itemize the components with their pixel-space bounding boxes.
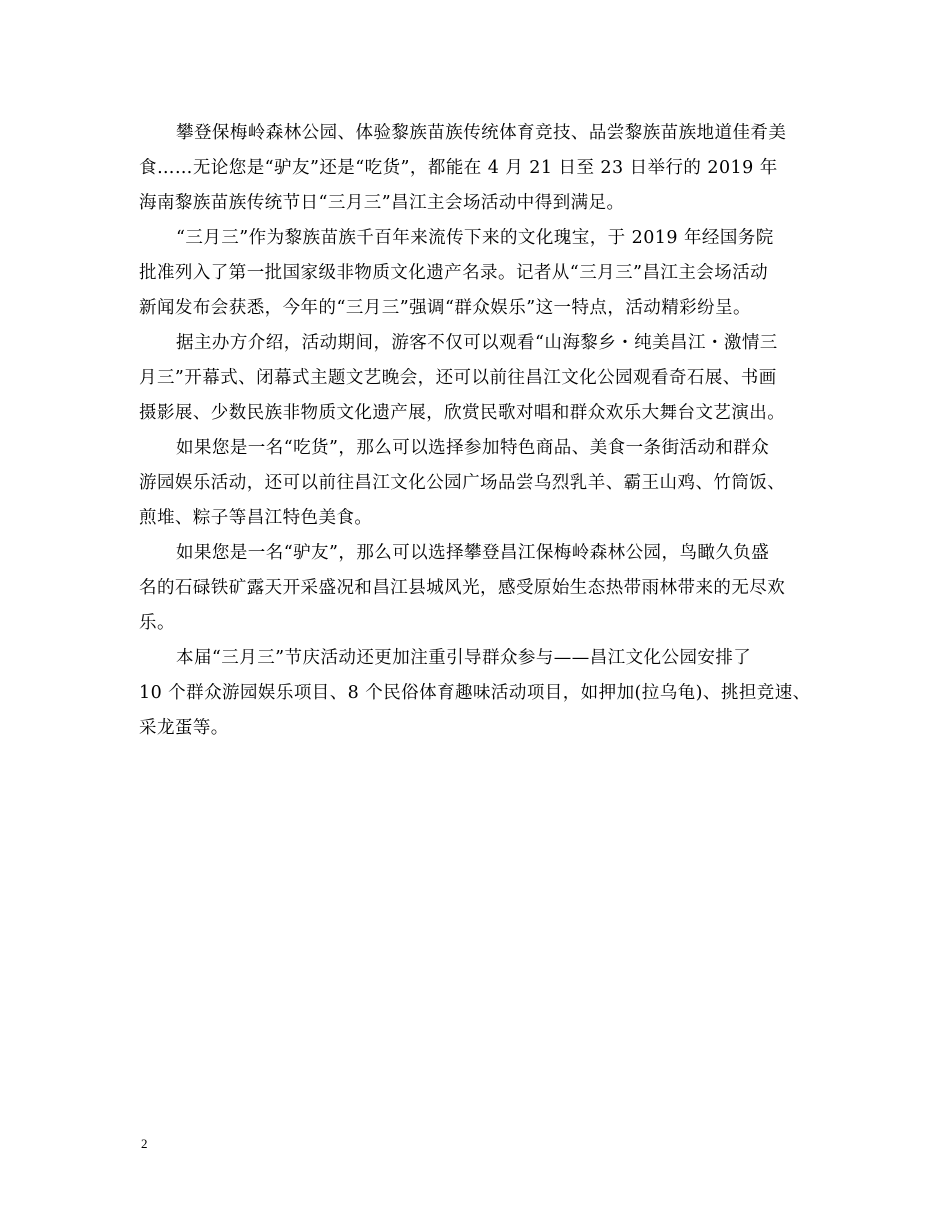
paragraph-2 [139,221,819,326]
text-line: 10 个群众游园娱乐项目、8 个民俗体育趣味活动项目，如押加(拉乌龟)、挑担竞速、 [139,683,811,703]
page-number: 2 [141,1136,148,1151]
paragraph-4 [139,431,819,536]
paragraph-3 [139,326,819,431]
text-line: 如果您是一名“吃货”，那么可以选择参加特色商品、美食一条街活动和群众 [176,438,770,458]
text-line: 名的石碌铁矿露天开采盛况和昌江县城风光，感受原始生态热带雨林带来的无尽欢 [139,578,786,598]
text-line: 摄影展、少数民族非物质文化遗产展，欣赏民歌对唱和群众欢乐大舞台文艺演出。 [139,403,786,423]
text-line: 游园娱乐活动，还可以前往昌江文化公园广场品尝乌烈乳羊、霸王山鸡、竹筒饭、 [139,473,786,493]
text-line: 海南黎族苗族传统节日“三月三”昌江主会场活动中得到满足。 [139,193,625,213]
text-line: 新闻发布会获悉，今年的“三月三”强调“群众娱乐”这一特点，活动精彩纷呈。 [139,298,751,318]
text-line: 采龙蛋等。 [139,718,229,738]
paragraph-1 [139,116,819,221]
paragraph-5 [139,536,819,641]
text-line: “三月三”作为黎族苗族千百年来流传下来的文化瑰宝，于 2019 年经国务院 [176,228,774,248]
text-line: 食……无论您是“驴友”还是“吃货”，都能在 4 月 21 日至 23 日举行的 2019 年 [139,158,778,178]
text-line: 煎堆、粽子等昌江特色美食。 [139,508,373,528]
article-body [139,116,819,746]
text-line: 月三”开幕式、闭幕式主题文艺晚会，还可以前往昌江文化公园观看奇石展、书画 [139,368,777,388]
text-line: 据主办方介绍，活动期间，游客不仅可以观看“山海黎乡・纯美昌江・激情三 [176,333,778,353]
text-line: 批准列入了第一批国家级非物质文化遗产名录。记者从“三月三”昌江主会场活动 [139,263,769,283]
text-line: 如果您是一名“驴友”，那么可以选择攀登昌江保梅岭森林公园，鸟瞰久负盛 [176,543,770,563]
paragraph-6 [139,641,819,746]
text-line: 攀登保梅岭森林公园、体验黎族苗族传统体育竞技、品尝黎族苗族地道佳肴美 [176,123,787,143]
text-line: 乐。 [139,613,175,633]
text-line: 本届“三月三”节庆活动还更加注重引导群众参与——昌江文化公园安排了 [176,648,752,668]
